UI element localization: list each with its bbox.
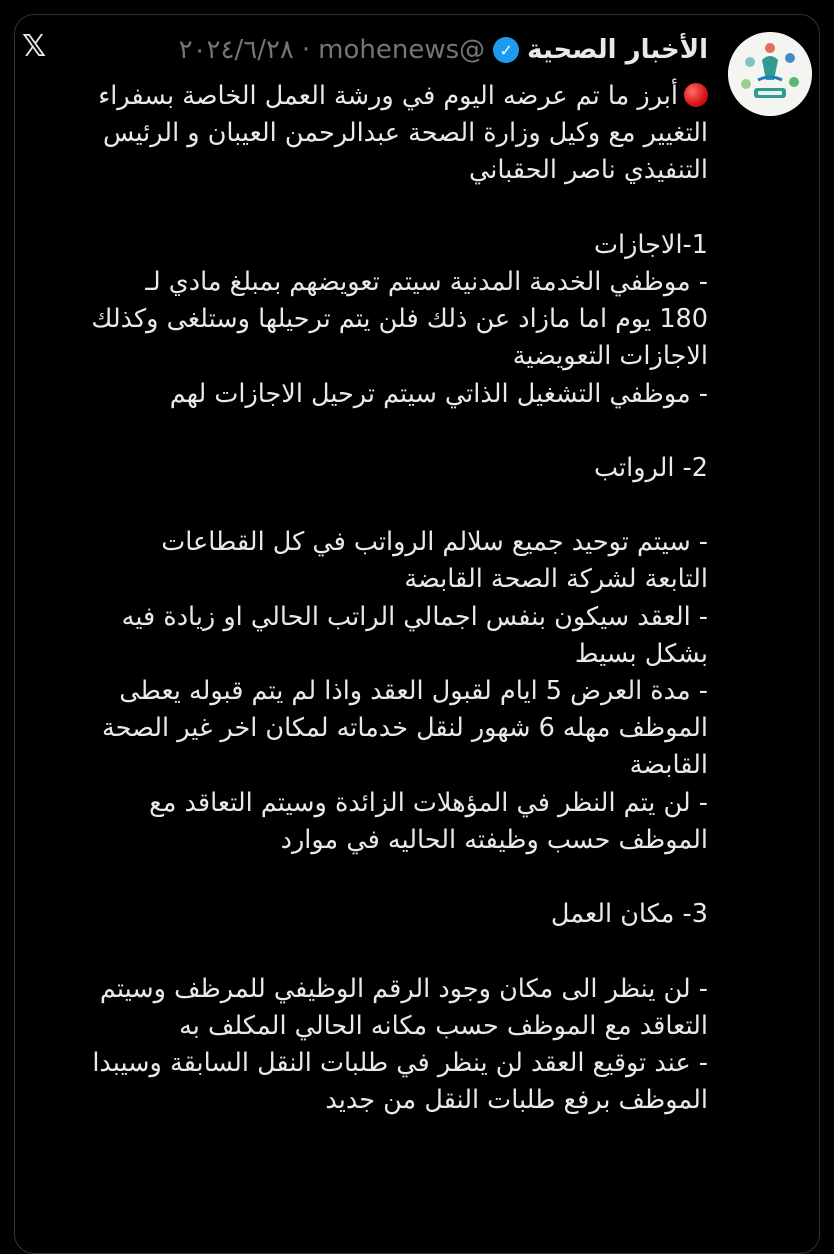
blank-line — [28, 190, 708, 227]
tweet-text — [28, 78, 708, 1119]
tweet-line: الموظف حسب وظيفته الحاليه في موارد — [280, 824, 708, 855]
red-circle-icon — [684, 83, 708, 107]
tweet-line-text: أبرز ما تم عرضه اليوم في ورشة العمل الخاصة بسفراء — [98, 81, 678, 111]
tweet-line: التنفيذي ناصر الحقباني — [468, 155, 708, 186]
tweet-line: التغيير مع وكيل وزارة الصحة عبدالرحمن العيبان و الرئيس — [102, 118, 708, 149]
x-logo-icon[interactable]: 𝕏 — [22, 29, 47, 64]
avatar-logo-icon — [728, 32, 812, 116]
tweet-line: - عند توقيع العقد لن ينظر في طلبات النقل السابقة وسيبدا — [92, 1047, 708, 1078]
tweet-line: - لن ينظر الى مكان وجود الرقم الوظيفي للمرظف وسيتم — [99, 973, 708, 1004]
tweet-line: القابضة — [629, 750, 708, 781]
tweet-line: - لن يتم النظر في المؤهلات الزائدة وسيتم التعاقد مع — [149, 787, 708, 818]
display-name[interactable]: الأخبار الصحية — [527, 35, 708, 65]
tweet-header — [179, 30, 708, 70]
tweet-line: الموظف برفع طلبات النقل من جديد — [325, 1085, 708, 1116]
tweet-line: - العقد سيكون بنفس اجمالي الراتب الحالي او زيادة فيه — [121, 601, 708, 632]
tweet-line: الاجازات التعويضية — [512, 341, 708, 372]
tweet-line: - موظفي التشغيل الذاتي سيتم ترحيل الاجازات لهم — [169, 378, 708, 409]
verified-badge-icon: ✓ — [493, 37, 519, 63]
tweet-line: 2- الرواتب — [593, 452, 708, 483]
tweet-line: التعاقد مع الموظف حسب مكانه الحالي المكلف به — [179, 1010, 708, 1041]
tweet-line: بشكل بسيط — [574, 638, 708, 669]
tweet-line: - موظفي الخدمة المدنية سيتم تعويضهم بمبلغ مادي لـ — [145, 266, 708, 297]
blank-line — [28, 859, 708, 896]
tweet-line: - مدة العرض 5 ايام لقبول العقد واذا لم يتم قبوله يعطى — [119, 676, 708, 706]
user-handle[interactable]: @mohenews — [318, 35, 486, 65]
tweet-line: الموظف مهله 6 شهور لنقل خدماته لمكان اخر غير الصحة — [101, 713, 708, 744]
blank-line — [28, 487, 708, 524]
tweet-line — [28, 78, 708, 115]
blank-line — [28, 413, 708, 450]
tweet-line: - سيتم توحيد جميع سلالم الرواتب في كل القطاعات — [161, 527, 708, 558]
tweet-line: التابعة لشركة الصحة القابضة — [404, 564, 708, 595]
tweet-date[interactable]: ٢٠٢٤/٦/٢٨ — [178, 35, 294, 65]
avatar[interactable] — [728, 32, 812, 116]
tweet-line: 3- مكان العمل — [550, 899, 708, 930]
tweet-line: 180 يوم اما مازاد عن ذلك فلن يتم ترحيلها وستلغى وكذلك — [91, 304, 708, 335]
separator: · — [301, 35, 311, 65]
blank-line — [28, 933, 708, 970]
tweet-line: 1-الاجازات — [593, 229, 708, 260]
